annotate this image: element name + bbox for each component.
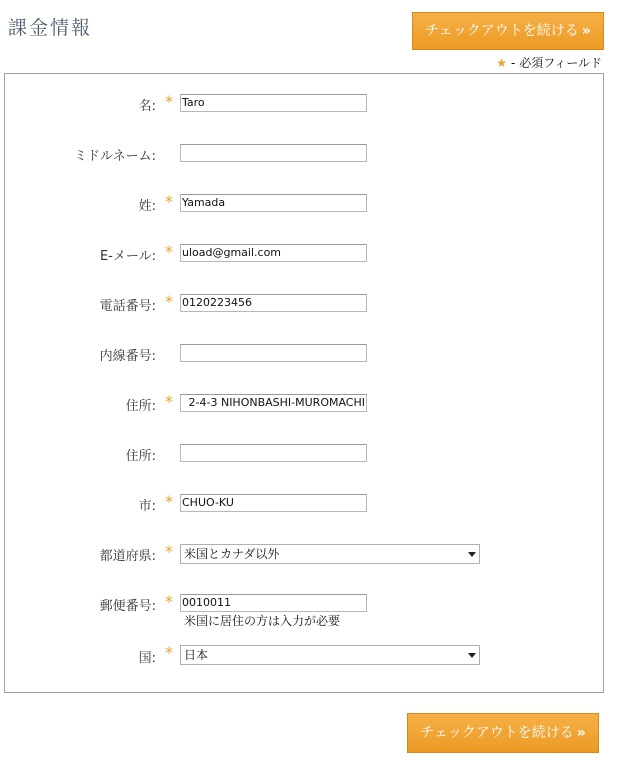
email-input[interactable]: uload@gmail.com <box>180 244 367 262</box>
first-name-label: 名: <box>138 99 156 114</box>
extension-input[interactable] <box>180 344 367 362</box>
extension-label: 内線番号: <box>99 349 156 364</box>
required-star-icon: * <box>165 592 173 611</box>
required-star-icon: * <box>165 92 173 111</box>
required-star-icon: * <box>165 492 173 511</box>
middle-name-input[interactable] <box>180 144 367 162</box>
state-label: 都道府県: <box>99 549 156 564</box>
state-select-value: 米国とカナダ以外 <box>184 547 280 561</box>
required-star-icon: * <box>165 542 173 561</box>
address1-value: 2-4-3 NIHONBASHI-MUROMACHI <box>188 396 365 409</box>
last-name-label: 姓: <box>138 199 156 214</box>
phone-input[interactable]: 0120223456 <box>180 294 367 312</box>
continue-checkout-button-top[interactable] <box>412 12 604 50</box>
required-star-icon: * <box>165 292 173 311</box>
city-input[interactable]: CHUO-KU <box>180 494 367 512</box>
page-title: 課金情報 <box>8 17 93 39</box>
address2-label: 住所: <box>125 449 156 464</box>
middle-name-label: ミドルネーム: <box>74 149 156 164</box>
continue-checkout-label: チェックアウトを続ける <box>425 23 579 39</box>
phone-label: 電話番号: <box>99 299 156 314</box>
email-label: E-メール: <box>99 249 156 264</box>
required-star-icon: * <box>165 192 173 211</box>
postal-input[interactable]: 0010011 <box>180 594 367 612</box>
address1-input[interactable] <box>180 394 367 412</box>
address2-input[interactable] <box>180 444 367 462</box>
country-label: 国: <box>138 651 156 666</box>
required-note-text: - 必須フィールド <box>511 56 602 70</box>
country-select-value: 日本 <box>184 648 209 662</box>
first-name-input[interactable]: Taro <box>180 94 367 112</box>
continue-checkout-button-bottom[interactable] <box>407 713 599 753</box>
double-chevron-right-icon: » <box>576 725 586 741</box>
country-select[interactable] <box>180 645 480 665</box>
address1-label: 住所: <box>125 399 156 414</box>
required-star-icon: * <box>165 242 173 261</box>
postal-hint: 米国に居住の方は入力が必要 <box>184 614 341 628</box>
dropdown-arrow-icon <box>468 552 476 557</box>
required-star-icon: * <box>165 392 173 411</box>
state-select[interactable] <box>180 544 480 564</box>
city-label: 市: <box>138 499 156 514</box>
continue-checkout-label: チェックアウトを続ける <box>420 725 574 741</box>
required-fields-note <box>496 54 602 71</box>
double-chevron-right-icon: » <box>581 23 591 39</box>
required-star-icon: ★ <box>496 56 508 70</box>
postal-label: 郵便番号: <box>99 599 156 614</box>
last-name-input[interactable]: Yamada <box>180 194 367 212</box>
dropdown-arrow-icon <box>468 653 476 658</box>
required-star-icon: * <box>165 643 173 662</box>
